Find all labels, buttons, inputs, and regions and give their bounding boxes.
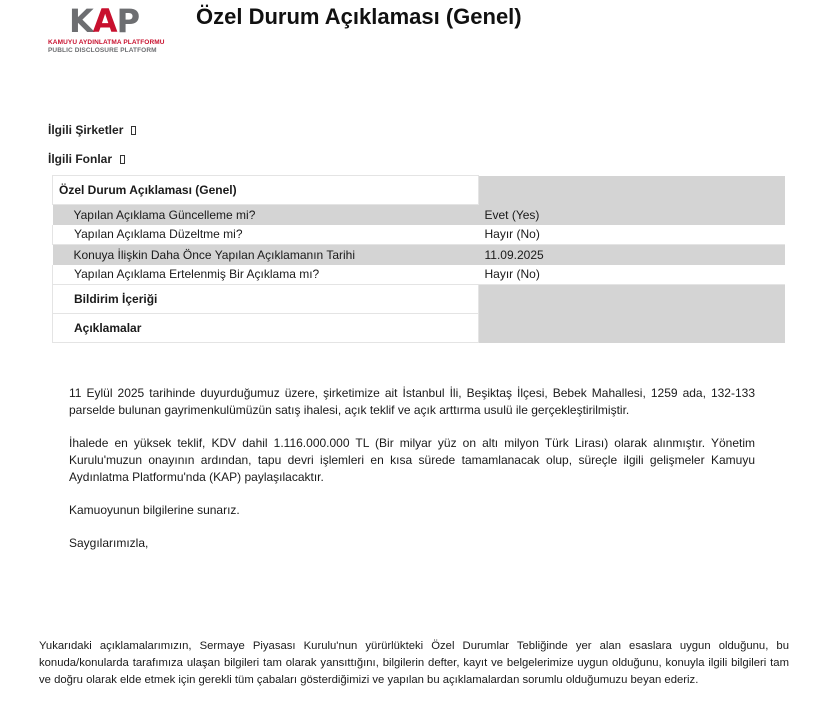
table-row [53,205,786,225]
related-companies-label: İlgili Şirketler [48,123,124,137]
row-label: Yapılan Açıklama Ertelenmiş Bir Açıklama mı? [53,265,479,285]
disclosure-info-table [52,175,785,343]
expand-icon [131,126,136,135]
page-title: Özel Durum Açıklaması (Genel) [196,4,522,29]
logo-tagline-tr: KAMUYU AYDINLATMA PLATFORMU [48,39,165,46]
table-row [53,265,786,285]
row-value: Hayır (No) [479,265,786,285]
row-value: Hayır (No) [479,225,786,245]
related-companies-toggle[interactable] [48,123,136,137]
body-paragraph: Kamuoyunun bilgilerine sunarız. [69,503,240,517]
table-header-row [53,176,786,205]
body-paragraph: Saygılarımızla, [69,536,149,550]
section-value [479,314,786,343]
table-header-label: Özel Durum Açıklaması (Genel) [53,176,479,205]
related-funds-label: İlgili Fonlar [48,152,113,166]
expand-icon [120,155,125,164]
row-label: Konuya İlişkin Daha Önce Yapılan Açıklamanın Tarihi [53,245,479,265]
section-row-notification-content [53,285,786,314]
section-label: Bildirim İçeriği [53,285,479,314]
logo-tagline-en: PUBLIC DISCLOSURE PLATFORM [48,47,157,54]
body-paragraph: İhalede en yüksek teklif, KDV dahil 1.116.000.000 TL (Bir milyar yüz on altı milyon Türk Lirası) olarak alınmıştır. Yönetim Kurulu'muzun onayının ardından, tapu devri işlemleri en kısa sürede tamamlanacak olup, süreçle ilgili gelişmeler Kamuyu Aydınlatma Platformu'nda (KAP) paylaşılacaktır. [69,436,755,484]
kap-logo[interactable] [47,2,173,56]
section-row-explanations [53,314,786,343]
legal-disclaimer: Yukarıdaki açıklamalarımızın, Sermaye Piyasası Kurulu'nun yürürlükteki Özel Durumlar Tebliğinde yer alan esaslara uygun olduğunu, bu konuda/konularda tarafımıza ulaşan bilgileri tam olarak yansıttığını, bilgilerin defter, kayıt ve belgelerimize uygun olduğunu, konuyla ilgili bilgileri tam ve doğru olarak elde etmek için gerekli tüm çabaları gösterdiğimizi ve yapılan bu açıklamalardan sorumlu olduğumuzu beyan ederiz. [39,640,789,686]
explanation-body [69,385,755,568]
section-label: Açıklamalar [53,314,479,343]
row-label: Yapılan Açıklama Düzeltme mi? [53,225,479,245]
table-row [53,245,786,265]
table-row [53,225,786,245]
table-header-value [479,176,786,205]
row-value: 11.09.2025 [479,245,786,265]
row-value: Evet (Yes) [479,205,786,225]
related-funds-toggle[interactable] [48,152,125,166]
section-value [479,285,786,314]
row-label: Yapılan Açıklama Güncelleme mi? [53,205,479,225]
logo-mark: KAP [69,2,140,40]
body-paragraph: 11 Eylül 2025 tarihinde duyurduğumuz üzere, şirketimize ait İstanbul İli, Beşiktaş İlçesi, Bebek Mahallesi, 1259 ada, 132-133 parselde bulunan gayrimenkulümüzün satış ihalesi, açık teklif ve açık arttırma usulü ile gerçekleştirilmiştir. [69,386,755,417]
